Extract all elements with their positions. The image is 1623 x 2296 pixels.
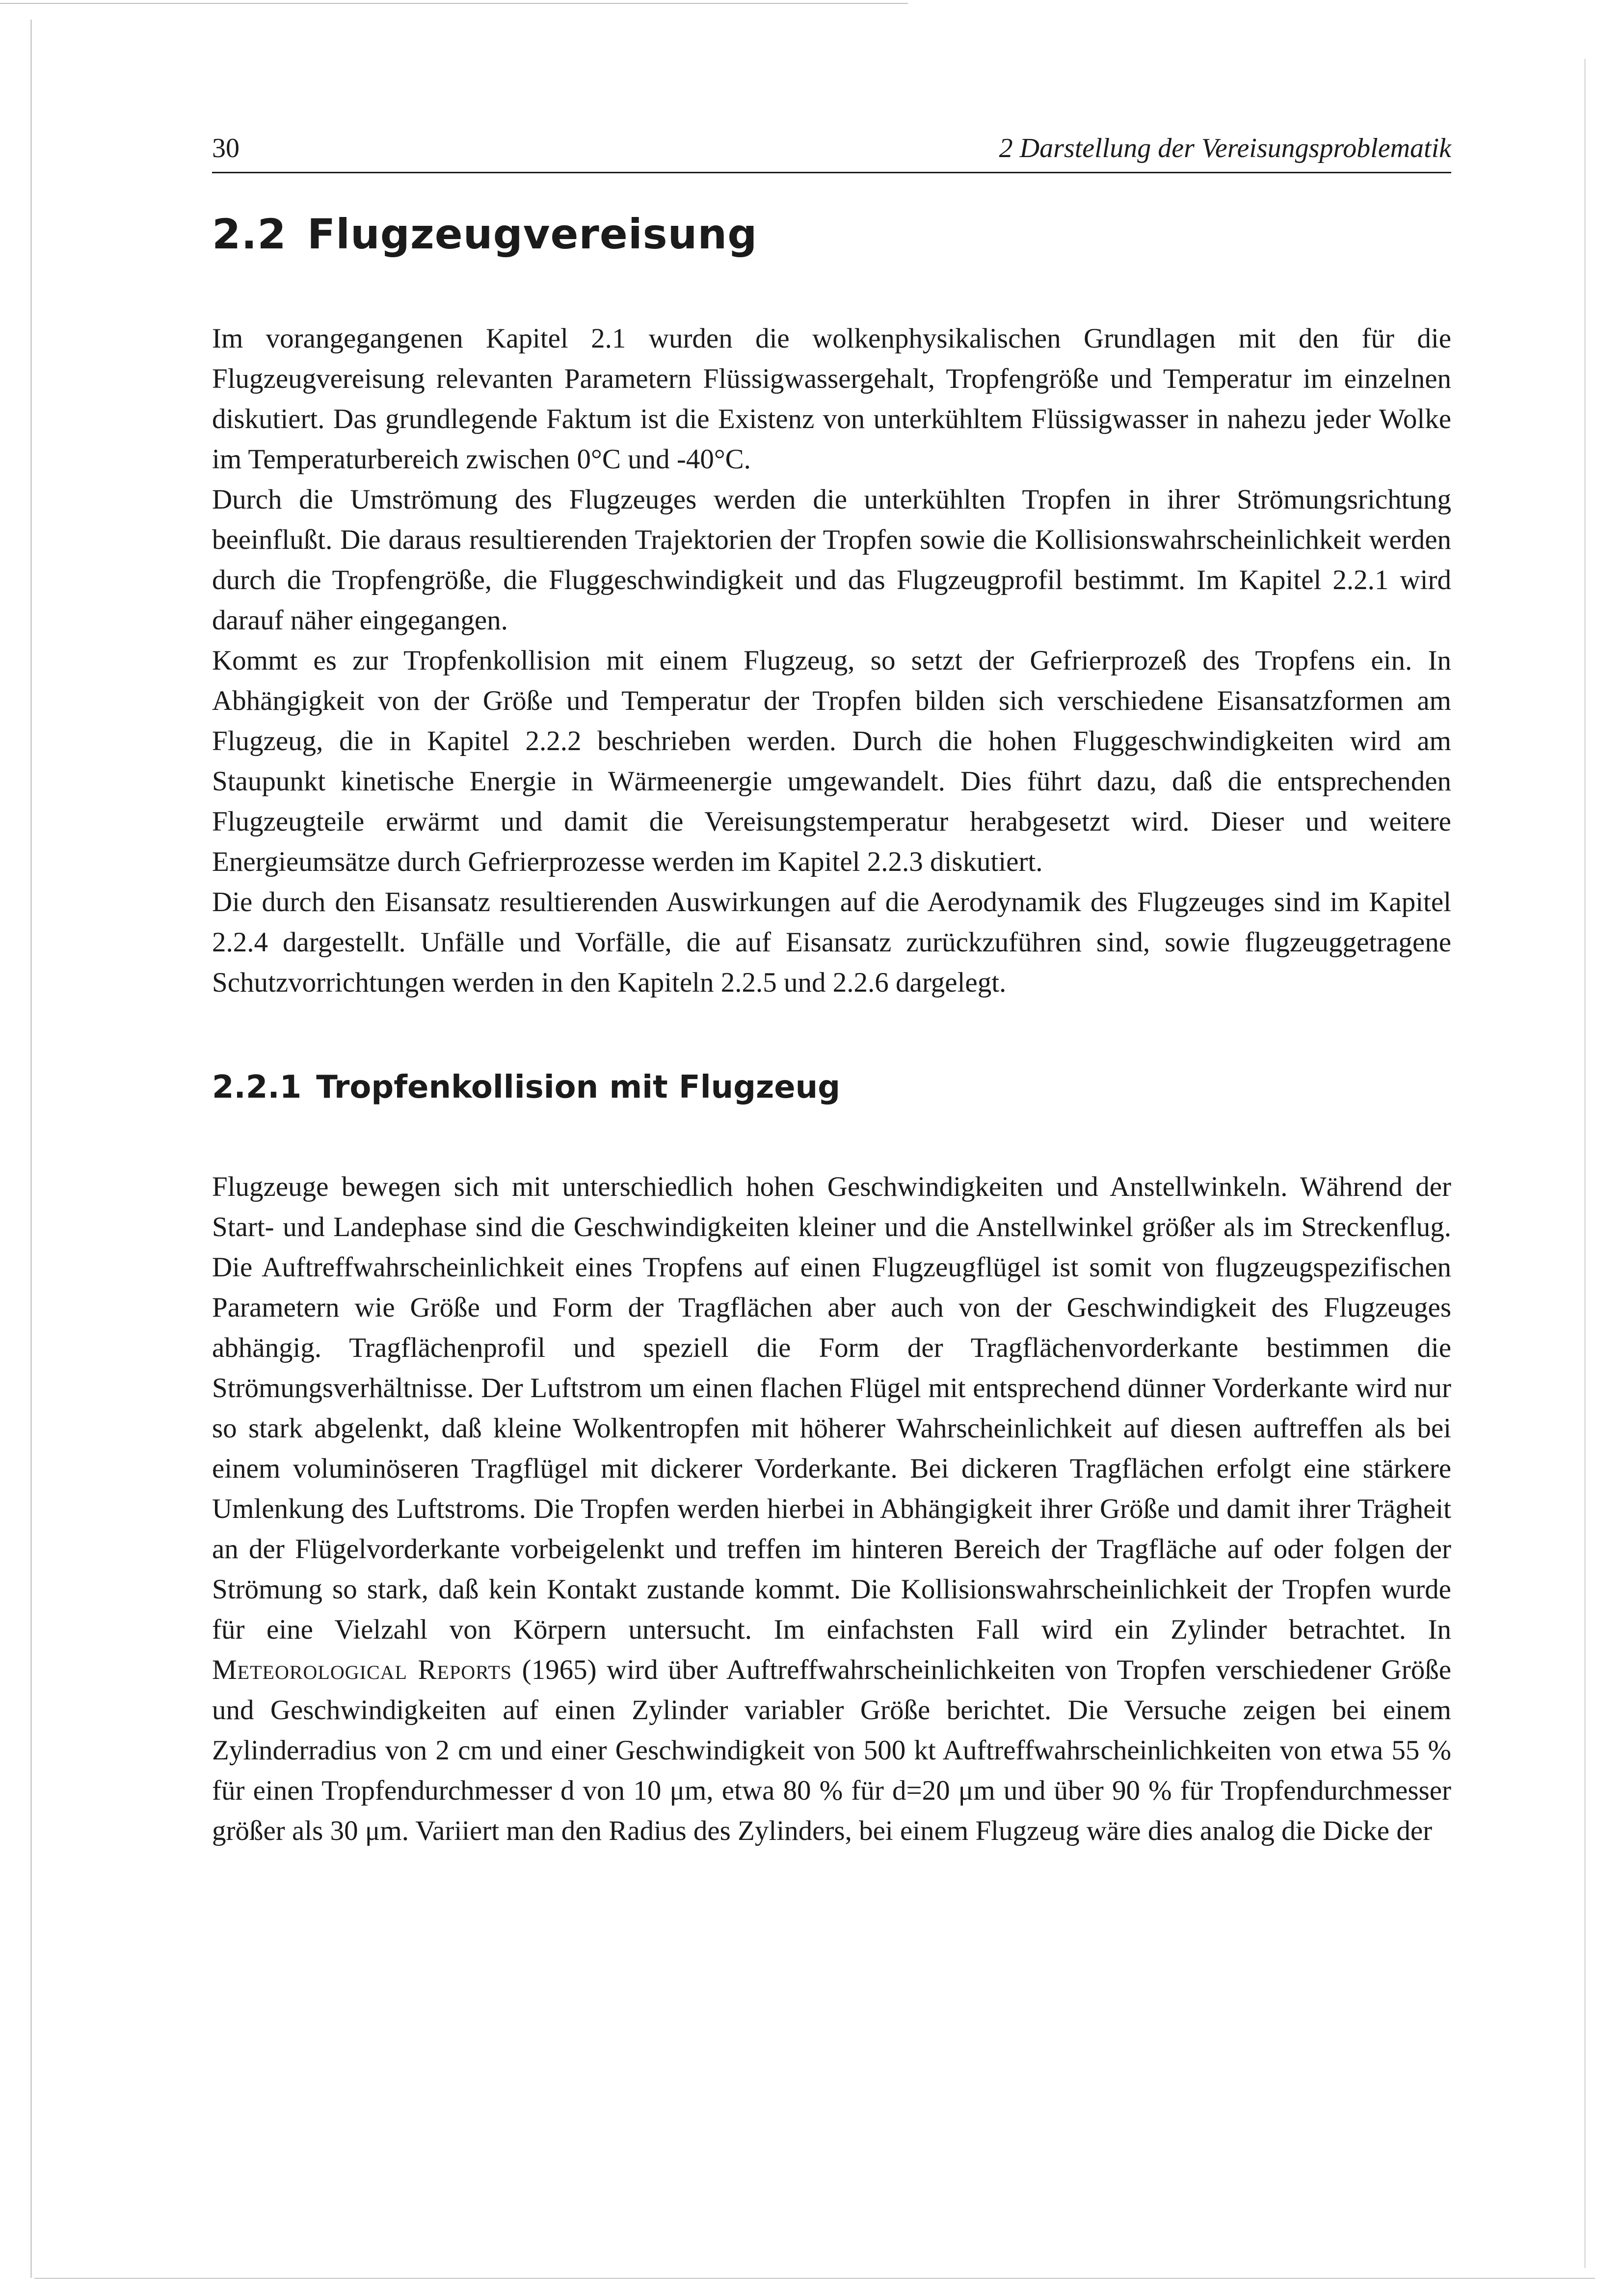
section-body [212, 319, 1451, 1003]
subsection-heading [212, 1069, 1451, 1106]
scan-edge-top [0, 3, 908, 4]
paragraph: Die durch den Eisansatz resultierenden Auswirkungen auf die Aerodynamik des Flugzeuges sind im Kapitel 2.2.4 dargestellt. Unfälle und Vorfälle, die auf Eisansatz zurückzuführen sind, sowie flugzeuggetragene Schutzvorrichtungen werden in den Kapiteln 2.2.5 und 2.2.6 dargelegt. [212, 887, 1451, 998]
section-title: Flugzeugvereisung [307, 210, 758, 258]
paragraph: Kommt es zur Tropfenkollision mit einem Flugzeug, so setzt der Gefrierprozeß des Tropfens ein. In Abhängigkeit von der Größe und Temperatur der Tropfen bilden sich verschiedene Eisansatzformen am Flugzeug, die in Kapitel 2.2.2 beschrieben werden. Durch die hohen Fluggeschwindigkeiten wird am Staupunkt kinetische Energie in Wärmeenergie umgewandelt. Dies führt dazu, daß die entsprechenden Flugzeugteile erwärmt und damit die Vereisungstemperatur herabgesetzt wird. Dieser und weitere Energieumsätze durch Gefrierprozesse werden im Kapitel 2.2.3 diskutiert. [212, 645, 1451, 877]
subsection-number: 2.2.1 [212, 1069, 302, 1106]
section-heading [212, 210, 1451, 258]
subsection-title: Tropfenkollision mit Flugzeug [316, 1069, 841, 1106]
paragraph [212, 1167, 1451, 1851]
paragraph: Durch die Umströmung des Flugzeuges werden die unterkühlten Tropfen in ihrer Strömungsrichtung beeinflußt. Die daraus resultierenden Trajektorien der Tropfen sowie die Kollisionswahrscheinlichkeit werden durch die Tropfengröße, die Fluggeschwindigkeit und das Flugzeugprofil bestimmt. Im Kapitel 2.2.1 wird darauf näher eingegangen. [212, 484, 1451, 636]
citation-author: Meteorological Reports [212, 1654, 512, 1685]
paragraph-text: (1965) wird über Auftreffwahrscheinlichkeiten von Tropfen verschiedener Größe und Geschwindigkeiten auf einen Zylinder variabler Größe berichtet. Die Versuche zeigen bei einem Zylinderradius von 2 cm und einer Geschwindigkeit von 500 kt Auftreffwahrscheinlichkeiten von etwa 55 % für einen Tropfendurchmesser d von 10 μm, etwa 80 % für d=20 μm und über 90 % für Tropfendurchmesser größer als 30 μm. Variiert man den Radius des Zylinders, bei einem Flugzeug wäre dies analog die Dicke der [212, 1654, 1451, 1846]
paragraph-text: Flugzeuge bewegen sich mit unterschiedlich hohen Geschwindigkeiten und Anstellwinkeln. Während der Start- und Landephase sind die Geschwindigkeiten kleiner und die Anstellwinkel größer als im Streckenflug. Die Auftreffwahrscheinlichkeit eines Tropfens auf einen Flugzeugflügel ist somit von flugzeugspezifischen Parametern wie Größe und Form der Tragflächen aber auch von der Geschwindigkeit des Flugzeuges abhängig. Tragflächenprofil und speziell die Form der Tragflächenvorderkante bestimmen die Strömungsverhältnisse. Der Luftstrom um einen flachen Flügel mit entsprechend dünner Vorderkante wird nur so stark abgelenkt, daß kleine Wolkentropfen mit höherer Wahrscheinlichkeit auf diesen auftreffen als bei einem voluminöseren Tragflügel mit dickerer Vorderkante. Bei dickeren Tragflächen erfolgt eine stärkere Umlenkung des Luftstroms. Die Tropfen werden hierbei in Abhängigkeit ihrer Größe und damit ihrer Trägheit an der Flügelvorderkante vorbeigelenkt und treffen im hinteren Bereich der Tragfläche auf oder folgen der Strömung so stark, daß kein Kontakt zustande kommt. Die Kollisionswahrscheinlichkeit der Tropfen wurde für eine Vielzahl von Körpern untersucht. Im einfachsten Fall wird ein Zylinder betrachtet. In [212, 1171, 1451, 1645]
scan-edge-bottom [34, 2278, 1595, 2279]
running-head [212, 133, 1451, 173]
page-number: 30 [212, 133, 239, 163]
scan-edge-right [1584, 59, 1586, 2268]
scan-edge-left [30, 20, 32, 2278]
section-number: 2.2 [212, 210, 287, 258]
paragraph: Im vorangegangenen Kapitel 2.1 wurden die wolkenphysikalischen Grundlagen mit den für die Flugzeugvereisung relevanten Parametern Flüssigwassergehalt, Tropfengröße und Temperatur im einzelnen diskutiert. Das grundlegende Faktum ist die Existenz von unterkühltem Flüssigwasser in nahezu jeder Wolke im Temperaturbereich zwischen 0°C und -40°C. [212, 323, 1451, 475]
chapter-title: 2 Darstellung der Vereisungsproblematik [999, 133, 1451, 163]
subsection-body [212, 1167, 1451, 1851]
document-page [212, 133, 1451, 1851]
